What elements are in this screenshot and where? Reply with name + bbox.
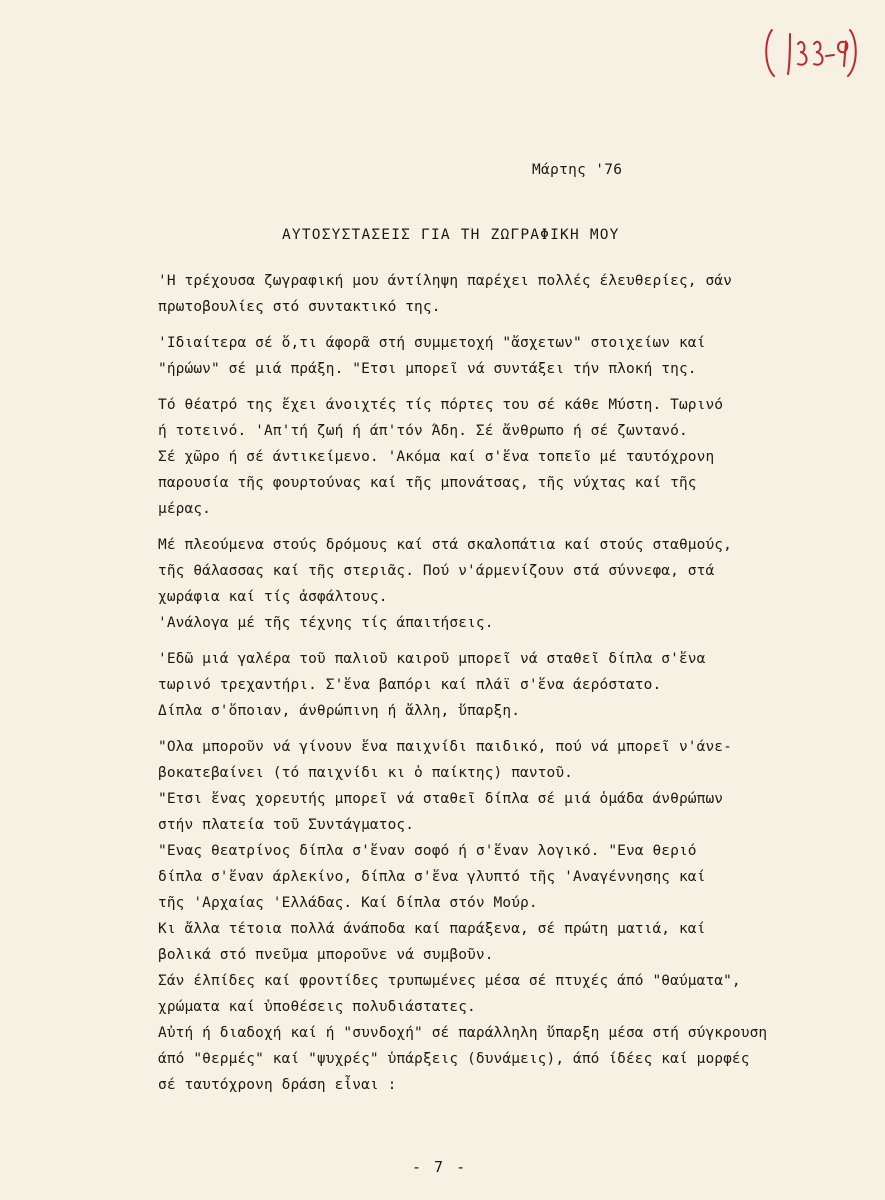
paragraph bbox=[158, 392, 798, 522]
text-line: στήν πλατεία τοῦ Συντάγματος. bbox=[158, 817, 415, 833]
text-line: τῆς 'Αρχαίας 'Ελλάδας. Καί δίπλα στόν Μούρ. bbox=[158, 895, 538, 911]
paragraph bbox=[158, 268, 798, 320]
text-line: 'Η τρέχουσα ζωγραφική μου άντίληψη παρέχει πολλές έλευθερίες, σάν bbox=[158, 273, 732, 289]
document-date: Μάρτης '76 bbox=[532, 162, 623, 178]
text-line: βοκατεβαίνει (τό παιχνίδι κι ὁ παίκτης) παντοῦ. bbox=[158, 765, 573, 781]
text-line: ή τοτεινό. 'Απ'τή ζωή ή άπ'τόν Άδη. Σέ ἄνθρωπο ή σέ ζωντανό. bbox=[158, 423, 688, 439]
page-number: - 7 - bbox=[412, 1158, 468, 1176]
text-line: δίπλα σ'ἕναν άρλεκίνο, δίπλα σ'ἕνα γλυπτό τῆς 'Αναγέννησης καί bbox=[158, 869, 706, 885]
handwritten-bracket-mark bbox=[760, 24, 860, 80]
text-line: Κι ἄλλα τέτοια πολλά άνάποδα καί παράξενα, σέ πρώτη ματιά, καί bbox=[158, 921, 706, 937]
text-line: "Ετσι ἕνας χορευτής μπορεῖ νά σταθεῖ δίπλα σέ μιά ὁμάδα άνθρώπων bbox=[158, 791, 724, 807]
text-line: "Ολα μποροῦν νά γίνουν ἕνα παιχνίδι παιδικό, πού νά μπορεῖ ν'άνε- bbox=[158, 739, 732, 755]
text-line: Αὐτή ή διαδοχή καί ή "συνδοχή" σέ παράλληλη ὕπαρξη μέσα στή σύγκρουση bbox=[158, 1025, 768, 1041]
text-line: 'Ανάλογα μέ τῆς τέχνης τίς άπαιτήσεις. bbox=[158, 615, 494, 631]
text-line: "ήρώων" σέ μιά πράξη. "Ετσι μπορεῖ νά συντάξει τήν πλοκή της. bbox=[158, 361, 697, 377]
text-line: 'Ιδιαίτερα σέ ὅ,τι άφορᾶ στή συμμετοχή "ἄσχετων" στοιχείων καί bbox=[158, 335, 706, 351]
text-line: τῆς θάλασσας καί τῆς στεριᾶς. Πού ν'άρμενίζουν στά σύννεφα, στά bbox=[158, 563, 715, 579]
text-line: Σέ χῶρο ή σέ άντικείμενο. 'Ακόμα καί σ'ἕνα τοπεῖο μέ ταυτόχρονη bbox=[158, 449, 715, 465]
document-body bbox=[158, 268, 798, 1124]
text-line: "Ενας θεατρίνος δίπλα σ'ἕναν σοφό ή σ'ἕναν λογικό. "Ενα θεριό bbox=[158, 843, 697, 859]
archive-reference-mark bbox=[760, 24, 860, 80]
paragraph bbox=[158, 532, 798, 636]
text-line: Μέ πλεούμενα στούς δρόμους καί στά σκαλοπάτια καί στούς σταθμούς, bbox=[158, 537, 732, 553]
text-line: πρωτοβουλίες στό συντακτικό της. bbox=[158, 299, 441, 315]
text-line: χρώματα καί ὑποθέσεις πολυδιάστατες. bbox=[158, 999, 476, 1015]
text-line: σέ ταυτόχρονη δράση εἶναι : bbox=[158, 1077, 397, 1093]
text-line bbox=[158, 1098, 798, 1124]
text-line: μέρας. bbox=[158, 501, 211, 517]
text-line: 'Εδῶ μιά γαλέρα τοῦ παλιοῦ καιροῦ μπορεῖ νά σταθεῖ δίπλα σ'ἕνα bbox=[158, 651, 706, 667]
text-line: παρουσία τῆς φουρτούνας καί τῆς μπονάτσας, τῆς νύχτας καί τῆς bbox=[158, 475, 697, 491]
text-line: Σάν έλπίδες καί φροντίδες τρυπωμένες μέσα σέ πτυχές άπό "θαύματα", bbox=[158, 973, 741, 989]
text-line: τωρινό τρεχαντήρι. Σ'ἕνα βαπόρι καί πλάϊ σ'ἕνα άερόστατο. bbox=[158, 677, 662, 693]
paragraph bbox=[158, 646, 798, 724]
text-line: χωράφια καί τίς ἀσφάλτους. bbox=[158, 589, 388, 605]
paragraph bbox=[158, 734, 798, 1124]
text-line: άπό "θερμές" καί "ψυχρές" ὑπάρξεις (δυνάμεις), άπό ίδέες καί μορφές bbox=[158, 1051, 750, 1067]
paragraph bbox=[158, 330, 798, 382]
document-title: ΑΥΤΟΣΥΣΤΑΣΕΙΣ ΓΙΑ ΤΗ ΖΩΓΡΑΦΙΚΗ ΜΟΥ bbox=[282, 227, 620, 243]
text-line: Τό θέατρό της ἔχει άνοιχτές τίς πόρτες του σέ κάθε Μύστη. Τωρινό bbox=[158, 397, 724, 413]
text-line: Δίπλα σ'ὅποιαν, άνθρώπινη ή ἄλλη, ὕπαρξη. bbox=[158, 703, 521, 719]
text-line: βολικά στό πνεῦμα μποροῦνε νά συμβοῦν. bbox=[158, 947, 494, 963]
